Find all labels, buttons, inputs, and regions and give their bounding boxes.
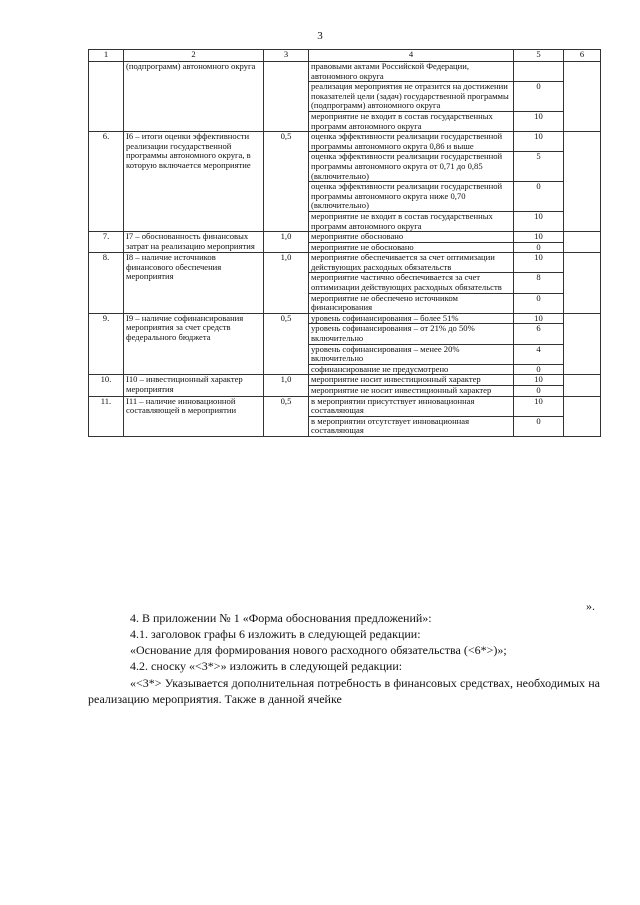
criterion-text-cell: оценка эффективности реализации государственной программы автономного округа от 0,71 до 0,85 (включительно): [309, 152, 514, 182]
score-cell: 10: [514, 396, 564, 416]
criterion-text-cell: правовыми актами Российской Федерации, автономного округа: [309, 62, 514, 82]
table-row: [89, 132, 601, 152]
criterion-text-cell: мероприятие не входит в состав государственных программ автономного округа: [309, 111, 514, 131]
criterion-text-cell: уровень софинансирования – от 21% до 50% включительно: [309, 324, 514, 344]
criterion-text-cell: уровень софинансирования – более 51%: [309, 313, 514, 324]
empty-cell: [564, 62, 601, 132]
row-number-cell: 11.: [89, 396, 124, 436]
table-row: [89, 253, 601, 273]
score-cell: 10: [514, 232, 564, 243]
column-number-cell: 5: [514, 50, 564, 62]
criterion-text-cell: мероприятие не входит в состав государственных программ автономного округа: [309, 211, 514, 231]
score-cell: 6: [514, 324, 564, 344]
criterion-text-cell: в мероприятии присутствует инновационная составляющая: [309, 396, 514, 416]
row-number-cell: 6.: [89, 132, 124, 232]
paragraph-1: 4. В приложении № 1 «Форма обоснования предложений»:: [130, 611, 432, 625]
score-cell: 0: [514, 242, 564, 253]
score-cell: 0: [514, 82, 564, 112]
criterion-name-cell: I8 – наличие источников финансового обеспечения мероприятия: [124, 253, 264, 314]
weight-cell: [264, 62, 309, 132]
weight-cell: 1,0: [264, 232, 309, 253]
score-cell: 10: [514, 313, 564, 324]
column-number-cell: 3: [264, 50, 309, 62]
table-row: [89, 396, 601, 416]
criterion-name-cell: I10 – инвестиционный характер мероприятия: [124, 375, 264, 396]
criterion-text-cell: мероприятие обеспечивается за счет оптимизации действующих расходных обязательств: [309, 253, 514, 273]
score-cell: 0: [514, 386, 564, 397]
score-cell: 0: [514, 416, 564, 436]
column-number-cell: 1: [89, 50, 124, 62]
weight-cell: 1,0: [264, 253, 309, 314]
row-number-cell: 9.: [89, 313, 124, 375]
table-row: [89, 313, 601, 324]
page-number: 3: [317, 30, 323, 42]
criterion-name-cell: I6 – итоги оценки эффективности реализации государственной программы автономного округа, в которую включается мероприятие: [124, 132, 264, 232]
score-cell: 10: [514, 211, 564, 231]
criterion-text-cell: мероприятие не обеспечено источником финансирования: [309, 293, 514, 313]
score-cell: 10: [514, 111, 564, 131]
empty-cell: [564, 253, 601, 314]
score-cell: 10: [514, 253, 564, 273]
criterion-text-cell: мероприятие обосновано: [309, 232, 514, 243]
quote-end-mark: ».: [586, 599, 595, 613]
paragraph-3: «Основание для формирования нового расходного обязательства (<6*>)»;: [130, 643, 507, 657]
paragraph-4: 4.2. сноску «<3*>» изложить в следующей редакции:: [130, 659, 403, 673]
criterion-text-cell: уровень софинансирования – менее 20% включительно: [309, 344, 514, 364]
score-cell: 0: [514, 364, 564, 375]
paragraph-2: 4.1. заголовок графы 6 изложить в следующей редакции:: [130, 627, 421, 641]
table-row: [89, 232, 601, 243]
criterion-name-cell: I11 – наличие инновационной составляющей в мероприятии: [124, 396, 264, 436]
weight-cell: 0,5: [264, 132, 309, 232]
paragraph-5: «<3*> Указывается дополнительная потребность в финансовых средствах, необходимых на реализацию мероприятия. Также в данной ячейке: [88, 676, 600, 706]
table-header-row: [89, 50, 601, 62]
row-number-cell: 8.: [89, 253, 124, 314]
criterion-text-cell: софинансирование не предусмотрено: [309, 364, 514, 375]
criterion-text-cell: мероприятие частично обеспечивается за счет оптимизации действующих расходных обязательств: [309, 273, 514, 293]
column-number-cell: 6: [564, 50, 601, 62]
empty-cell: [564, 313, 601, 375]
column-number-cell: 4: [309, 50, 514, 62]
score-cell: 0: [514, 293, 564, 313]
criterion-text-cell: в мероприятии отсутствует инновационная составляющая: [309, 416, 514, 436]
criterion-text-cell: мероприятие не обосновано: [309, 242, 514, 253]
criterion-text-cell: реализация мероприятия не отразится на достижении показателей цели (задач) государственной программы (подпрограмм) автономного округа: [309, 82, 514, 112]
criterion-text-cell: мероприятие не носит инвестиционный характер: [309, 386, 514, 397]
empty-cell: [564, 232, 601, 253]
criterion-name-cell: I7 – обоснованность финансовых затрат на реализацию мероприятия: [124, 232, 264, 253]
score-cell: 5: [514, 152, 564, 182]
score-cell: 10: [514, 375, 564, 386]
score-cell: 4: [514, 344, 564, 364]
score-cell: 10: [514, 132, 564, 152]
score-cell: 0: [514, 182, 564, 212]
criterion-text-cell: оценка эффективности реализации государственной программы автономного округа 0,86 и выше: [309, 132, 514, 152]
table-row: [89, 375, 601, 386]
criterion-text-cell: мероприятие носит инвестиционный характер: [309, 375, 514, 386]
row-number-cell: 10.: [89, 375, 124, 396]
score-cell: [514, 62, 564, 82]
criterion-name-cell: (подпрограмм) автономного округа: [124, 62, 264, 132]
criteria-table: [88, 49, 601, 437]
criterion-text-cell: оценка эффективности реализации государственной программы автономного округа ниже 0,70 (включительно): [309, 182, 514, 212]
criterion-name-cell: I9 – наличие софинансирования мероприятия за счет средств федерального бюджета: [124, 313, 264, 375]
row-number-cell: [89, 62, 124, 132]
empty-cell: [564, 396, 601, 436]
score-cell: 8: [514, 273, 564, 293]
weight-cell: 1,0: [264, 375, 309, 396]
column-number-cell: 2: [124, 50, 264, 62]
table-row: [89, 62, 601, 82]
empty-cell: [564, 132, 601, 232]
weight-cell: 0,5: [264, 396, 309, 436]
weight-cell: 0,5: [264, 313, 309, 375]
row-number-cell: 7.: [89, 232, 124, 253]
empty-cell: [564, 375, 601, 396]
